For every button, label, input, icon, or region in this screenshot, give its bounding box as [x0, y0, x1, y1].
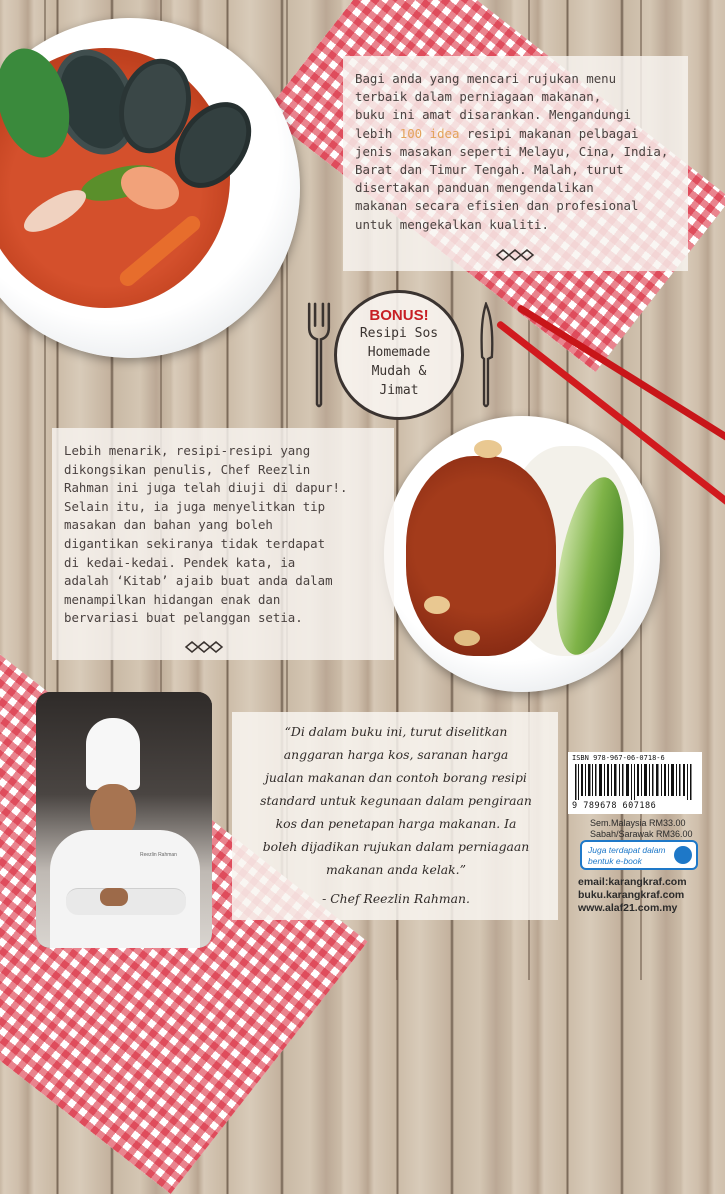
intro-line: buku ini amat disarankan. Mengandungi: [355, 107, 632, 123]
intro-line: Bagi anda yang mencari rujukan menu: [355, 71, 617, 86]
intro-panel: [343, 56, 688, 271]
fork-icon: [304, 302, 334, 410]
ebook-badge: [580, 840, 698, 870]
kung-pao-chicken: [406, 456, 556, 656]
chef-photo: [36, 692, 212, 948]
bonus-title: BONUS!: [369, 307, 429, 324]
contact-site-alaf21: www.alaf21.com.my: [578, 902, 678, 914]
intro-line: jenis masakan seperti Melayu, Cina, India,: [355, 143, 669, 159]
middle-line: menampilkan hidangan enak dan: [64, 591, 281, 607]
recipe-count-highlight: 100 idea: [399, 125, 460, 141]
bonus-line: Jimat: [379, 383, 419, 398]
chef-coat-label: Reezlin Rahman: [140, 852, 177, 858]
intro-line: untuk mengekalkan kualiti.: [355, 216, 549, 232]
middle-line: Lebih menarik, resipi-resipi yang: [64, 443, 311, 458]
quote-line: standard untuk kegunaan dalam pengiraan: [260, 793, 532, 808]
middle-line: di kedai-kedai. Pendek kata, ia: [64, 554, 296, 570]
intro-line: terbaik dalam perniagaan makanan,: [355, 89, 602, 105]
cashew: [424, 596, 450, 614]
chef-hat: [86, 718, 140, 790]
rice-plate: [384, 416, 660, 692]
ebook-badge-line: Juga terdapat dalam: [588, 845, 666, 855]
cashew: [454, 630, 480, 646]
middle-line: adalah ‘Kitab’ ajaib buat anda dalam: [64, 573, 333, 589]
bonus-line: Homemade: [367, 345, 431, 360]
middle-line: dikongsikan penulis, Chef Reezlin: [64, 461, 311, 477]
middle-panel: [52, 428, 394, 660]
intro-line: disertakan panduan mengendalikan: [355, 180, 594, 196]
chef-hand: [100, 888, 128, 906]
contact-email: email:karangkraf.com: [578, 876, 687, 888]
middle-line: masakan dan bahan yang boleh: [64, 517, 273, 533]
quote-line: makanan anda kelak.”: [326, 862, 466, 877]
cashew: [474, 440, 502, 458]
barcode-bars: [575, 764, 695, 800]
diamond-ornament-icon: [184, 640, 224, 654]
quote-line: jualan makanan dan contoh borang resipi: [265, 770, 527, 785]
quote-panel: [232, 712, 558, 920]
bonus-badge: [334, 290, 464, 420]
bonus-line: Resipi Sos: [359, 326, 439, 341]
soup-plate: [0, 18, 300, 358]
quote-author: - Chef Reezlin Rahman.: [322, 891, 470, 906]
ebook-logo-icon: [674, 846, 692, 864]
middle-line: digantikan sekiranya tidak terdapat: [64, 535, 326, 551]
bonus-line: Mudah &: [371, 364, 427, 379]
intro-line: Barat dan Timur Tengah. Malah, turut: [355, 162, 624, 178]
price-malaysia: Sem.Malaysia RM33.00: [590, 818, 686, 828]
diamond-ornament-icon: [495, 248, 535, 262]
middle-line: Selain itu, ia juga menyelitkan tip: [64, 498, 326, 514]
quote-line: boleh dijadikan rujukan dalam perniagaan: [262, 839, 530, 854]
contact-site-karangkraf: buku.karangkraf.com: [578, 889, 685, 901]
middle-line: Rahman ini juga telah diuji di dapur!.: [64, 480, 348, 496]
ebook-badge-line: bentuk e-book: [588, 856, 642, 866]
middle-line: bervariasi buat pelanggan setia.: [64, 610, 303, 626]
intro-line: lebih 100 idea resipi makanan pelbagai: [355, 125, 639, 141]
quote-line: “Di dalam buku ini, turut diselitkan: [284, 724, 508, 739]
barcode-digits: 9 789678 607186: [572, 801, 657, 811]
quote-line: kos dan penetapan harga makanan. Ia: [275, 816, 517, 831]
barcode: [568, 752, 702, 814]
price-sabah-sarawak: Sabah/Sarawak RM36.00: [590, 829, 693, 839]
isbn-text: ISBN 978-967-06-0718-6: [572, 754, 665, 762]
knife-icon: [474, 302, 498, 410]
intro-line: makanan secara efisien dan profesional: [355, 198, 639, 214]
quote-line: anggaran harga kos, saranan harga: [283, 747, 509, 762]
